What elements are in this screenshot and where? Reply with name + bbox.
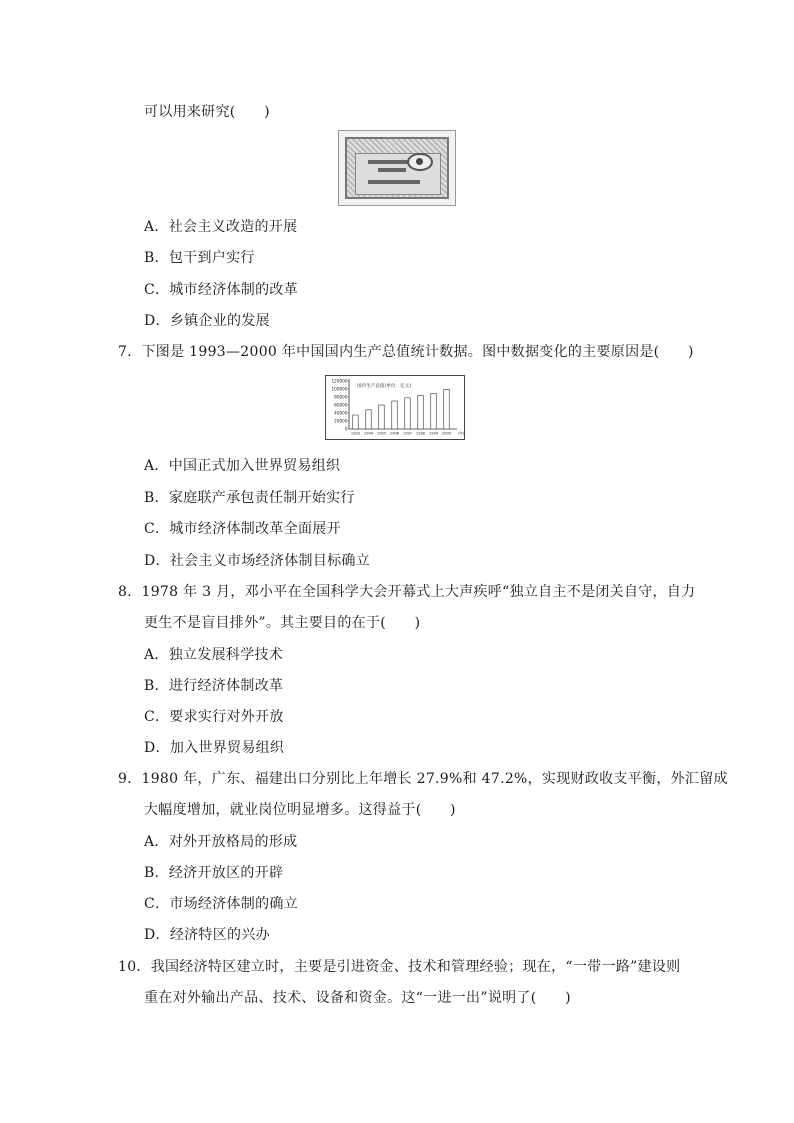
bar	[366, 410, 371, 429]
x-tick-label: 1997	[402, 431, 413, 436]
q10-stem-line2: 重在对外输出产品、技术、设备和资金。这“一进一出”说明了( )	[144, 990, 571, 1006]
x-tick-label: 1998	[415, 431, 426, 436]
gdp-bar-chart	[325, 375, 465, 440]
q6-option-a[interactable]: A．社会主义改造的开展	[144, 219, 298, 235]
q7-option-c[interactable]: C．城市经济体制改革全面展开	[144, 521, 341, 537]
q8-option-b[interactable]: B．进行经济体制改革	[144, 678, 284, 694]
bar	[418, 395, 423, 429]
q9-stem-line1: 9．1980 年，广东、福建出口分别比上年增长 27.9%和 47.2%，实现财政收支平衡，外汇留成	[118, 771, 728, 787]
y-tick-label: 100000	[331, 386, 348, 392]
y-tick-label: 20000	[334, 418, 348, 424]
x-tick-label: 1996	[389, 431, 400, 436]
certificate-image	[338, 130, 456, 206]
emblem-icon	[407, 153, 433, 171]
x-tick-label: 1993	[350, 431, 361, 436]
q6-stem-tail: 可以用来研究( )	[144, 104, 270, 120]
q10-stem-line1: 10．我国经济特区建立时，主要是引进资金、技术和管理经验；现在，“一带一路”建设则	[118, 959, 681, 975]
q9-option-d[interactable]: D．经济特区的兴办	[144, 927, 270, 943]
q8-option-c[interactable]: C．要求实行对外开放	[144, 709, 284, 725]
y-tick-label: 80000	[334, 394, 348, 400]
q8-option-a[interactable]: A．独立发展科学技术	[144, 647, 284, 663]
q8-stem-line2: 更生不是盲目排外”。其主要目的在于( )	[144, 615, 421, 631]
q6-option-d[interactable]: D．乡镇企业的发展	[144, 313, 270, 329]
q9-option-c[interactable]: C．市场经济体制的确立	[144, 896, 299, 912]
chart-title: 国内生产总值(单位：亿元)	[357, 384, 412, 389]
q7-option-a[interactable]: A．中国正式加入世界贸易组织	[144, 458, 341, 474]
q8-stem-line1: 8．1978 年 3 月，邓小平在全国科学大会开幕式上大声疾呼“独立自主不是闭关自守，自力	[118, 584, 696, 600]
bar	[405, 398, 410, 429]
bar	[444, 389, 449, 429]
q9-option-b[interactable]: B．经济开放区的开辟	[144, 865, 284, 881]
y-tick-label: 40000	[334, 410, 348, 416]
bar	[431, 393, 436, 429]
y-tick-label: 120000	[331, 378, 348, 384]
q7-option-d[interactable]: D．社会主义市场经济体制目标确立	[144, 553, 371, 569]
q6-option-c[interactable]: C．城市经济体制的改革	[144, 282, 299, 298]
y-tick-label: 60000	[334, 402, 348, 408]
x-tick-label: 1995	[376, 431, 387, 436]
q6-option-b[interactable]: B．包干到户实行	[144, 250, 255, 266]
bar	[392, 401, 397, 429]
bar	[353, 415, 358, 429]
q9-stem-line2: 大幅度增加，就业岗位明显增多。这得益于( )	[144, 802, 456, 818]
q8-option-d[interactable]: D．加入世界贸易组织	[144, 740, 285, 756]
x-tick-label: 2000	[441, 431, 452, 436]
q7-stem: 7．下图是 1993—2000 年中国国内生产总值统计数据。图中数据变化的主要原因是( )	[118, 344, 694, 360]
q9-option-a[interactable]: A．对外开放格局的形成	[144, 834, 298, 850]
y-tick-label: 0	[344, 426, 348, 432]
x-tick-label: 1999	[428, 431, 439, 436]
x-axis-unit: (年)	[457, 431, 465, 436]
x-tick-label: 1994	[363, 431, 374, 436]
bar	[379, 405, 384, 429]
q7-option-b[interactable]: B．家庭联产承包责任制开始实行	[144, 490, 355, 506]
